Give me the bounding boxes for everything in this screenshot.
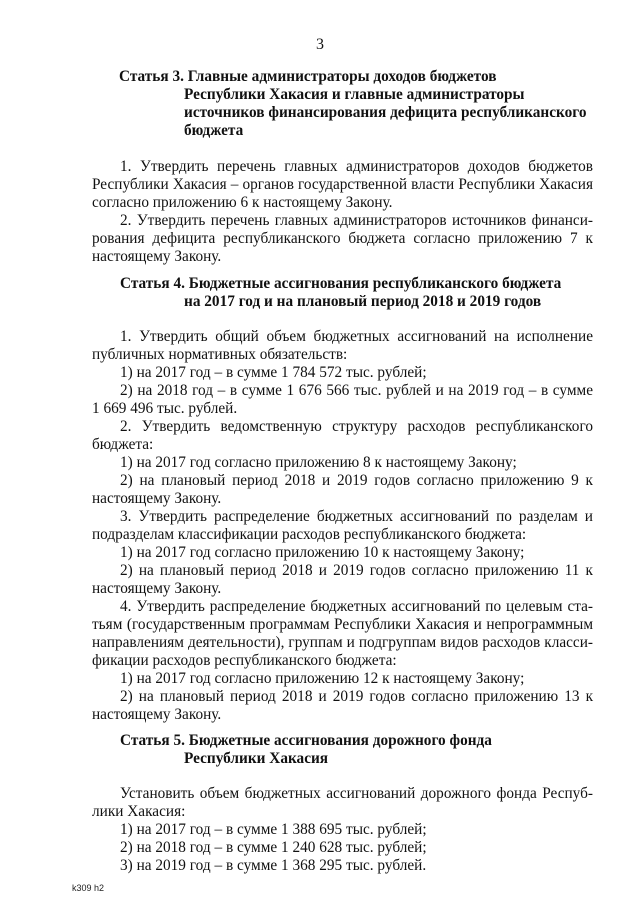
heading-line: бюджета xyxy=(184,122,244,139)
body-line: 2. Утвердить ведомственную структуру расходов республиканского xyxy=(120,418,593,435)
heading-line: Республики Хакасия xyxy=(184,750,329,767)
body-line: 2. Утвердить перечень главных администраторов источников финанси- xyxy=(120,212,593,229)
heading-line: источников финансирования дефицита республиканского xyxy=(184,104,587,121)
body-line: лики Хакасия: xyxy=(92,803,186,820)
body-line: 2) на 2018 год – в сумме 1 676 566 тыс. рублей и на 2019 год – в сумме xyxy=(120,382,593,399)
body-line: бюджета: xyxy=(92,436,154,453)
body-line: 3) на 2019 год – в сумме 1 368 295 тыс. рублей. xyxy=(120,857,427,874)
body-line: тьям (государственным программам Республики Хакасия и непрограммным xyxy=(92,616,593,633)
body-line: Республики Хакасия – органов государственной власти Республики Хакасия xyxy=(92,176,593,193)
body-line: 3. Утвердить распределение бюджетных ассигнований по разделам и xyxy=(120,508,593,525)
body-line: 1) на 2017 год согласно приложению 12 к настоящему Закону; xyxy=(120,670,525,687)
heading-line: Республики Хакасия и главные администраторы xyxy=(184,86,525,103)
body-line: подразделам классификации расходов республиканского бюджета: xyxy=(92,526,527,543)
footer-code: k309 h2 xyxy=(72,883,105,893)
body-line: 2) на плановый период 2018 и 2019 годов согласно приложению 9 к xyxy=(120,472,593,489)
body-line: Установить объем бюджетных ассигнований дорожного фонда Респуб- xyxy=(120,785,593,802)
page-number: 3 xyxy=(316,36,324,53)
body-line: 4. Утвердить распределение бюджетных ассигнований по целевым ста- xyxy=(120,598,593,615)
body-line: 1) на 2017 год – в сумме 1 784 572 тыс. рублей; xyxy=(120,364,427,381)
heading-line: Статья 5. Бюджетные ассигнования дорожного фонда xyxy=(120,732,492,749)
body-line: 1. Утвердить общий объем бюджетных ассигнований на исполнение xyxy=(120,328,593,345)
body-line: фикации расходов республиканского бюджета: xyxy=(92,652,397,669)
body-line: настоящему Закону. xyxy=(92,580,222,597)
body-line: 1) на 2017 год согласно приложению 10 к настоящему Закону; xyxy=(120,544,525,561)
body-line: настоящему Закону. xyxy=(92,490,222,507)
body-line: настоящему Закону. xyxy=(92,248,222,265)
body-line: публичных нормативных обязательств: xyxy=(92,346,348,363)
body-line: рования дефицита республиканского бюджета согласно приложению 7 к xyxy=(92,230,593,247)
body-line: 1. Утвердить перечень главных администраторов доходов бюджетов xyxy=(120,158,593,175)
body-line: 2) на плановый период 2018 и 2019 годов согласно приложению 11 к xyxy=(120,562,593,579)
heading-line: на 2017 год и на плановый период 2018 и 2019 годов xyxy=(184,293,542,310)
body-line: 1 669 496 тыс. рублей. xyxy=(92,400,238,417)
body-line: 1) на 2017 год – в сумме 1 388 695 тыс. рублей; xyxy=(120,821,427,838)
body-line: направлениям деятельности), группам и подгруппам видов расходов класси- xyxy=(92,634,593,651)
heading-line: Статья 4. Бюджетные ассигнования республиканского бюджета xyxy=(120,275,562,292)
body-line: настоящему Закону. xyxy=(92,706,222,723)
heading-line: Статья 3. Главные администраторы доходов бюджетов xyxy=(119,68,497,85)
body-line: 2) на 2018 год – в сумме 1 240 628 тыс. рублей; xyxy=(120,839,427,856)
body-line: 2) на плановый период 2018 и 2019 годов согласно приложению 13 к xyxy=(120,688,593,705)
body-line: 1) на 2017 год согласно приложению 8 к настоящему Закону; xyxy=(120,454,517,471)
body-line: согласно приложению 6 к настоящему Закону. xyxy=(92,194,393,211)
